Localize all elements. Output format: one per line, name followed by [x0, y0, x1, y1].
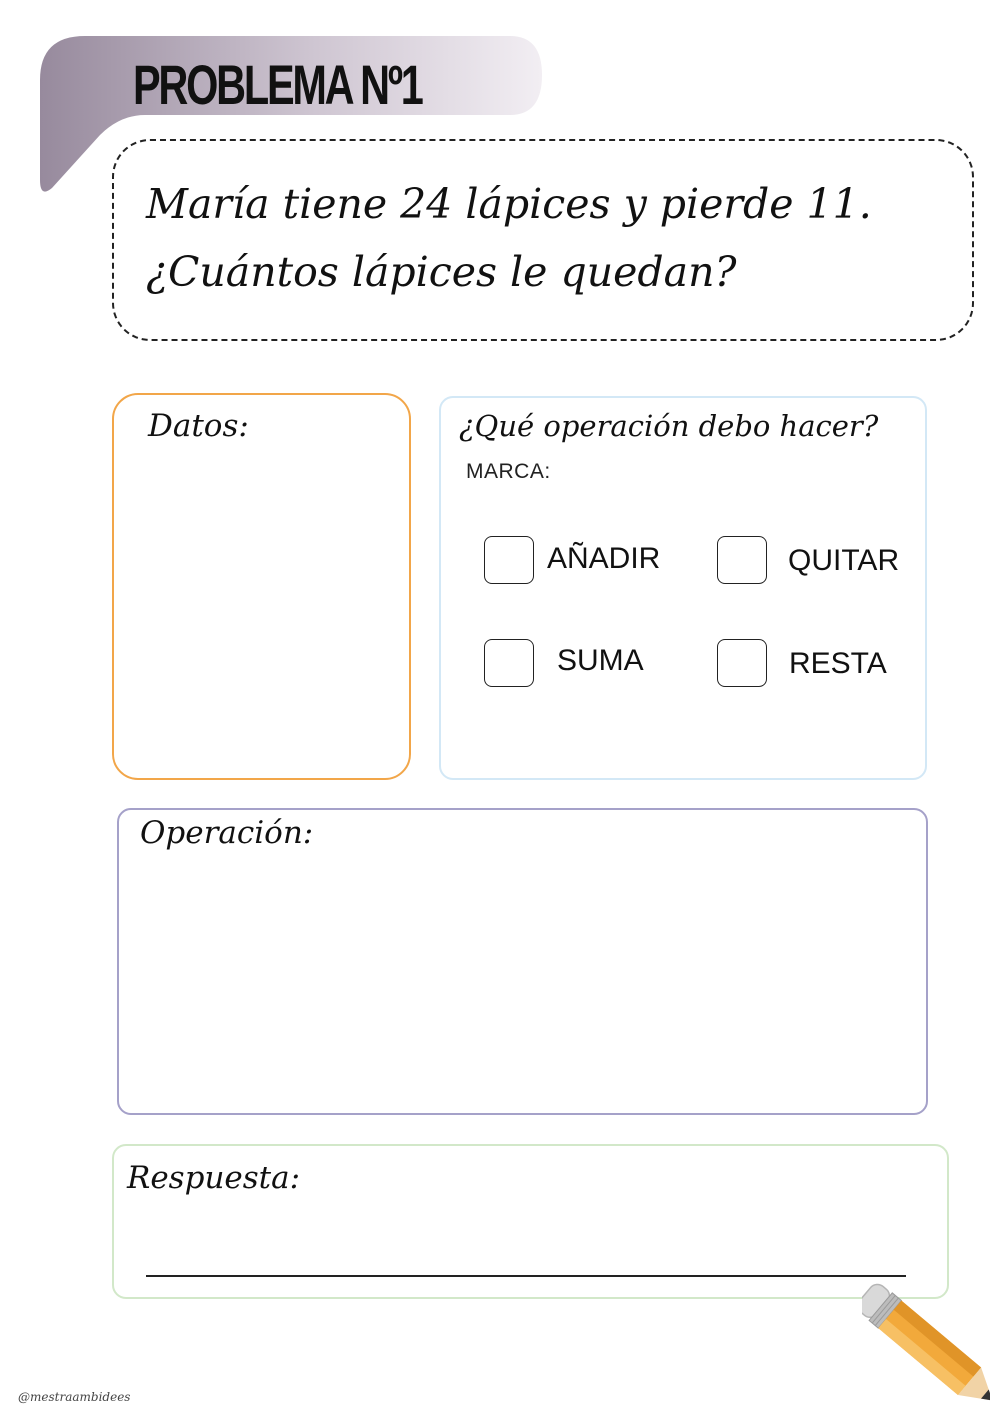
operation-choice-box	[439, 396, 927, 780]
checkbox-anadir[interactable]	[484, 536, 534, 584]
problem-statement	[146, 170, 966, 306]
mark-instruction: MARCA:	[466, 460, 551, 483]
option-label-suma: SUMA	[557, 644, 644, 677]
checkbox-resta[interactable]	[717, 639, 767, 687]
answer-line[interactable]	[146, 1275, 906, 1277]
checkbox-suma[interactable]	[484, 639, 534, 687]
operation-question: ¿Qué operación debo hacer?	[459, 409, 879, 443]
problem-line-1: María tiene 24 lápices y pierde 11.	[146, 180, 872, 228]
option-label-anadir: AÑADIR	[547, 542, 661, 575]
datos-box[interactable]	[112, 393, 411, 780]
operacion-label: Operación:	[140, 815, 314, 851]
page-title: PROBLEMA Nº1	[133, 53, 422, 116]
footer-credit: @mestraambidees	[18, 1390, 131, 1404]
pencil-icon	[862, 1272, 990, 1420]
option-label-resta: RESTA	[789, 647, 887, 680]
operacion-box[interactable]	[117, 808, 928, 1115]
checkbox-quitar[interactable]	[717, 536, 767, 584]
problem-line-2: ¿Cuántos lápices le quedan?	[146, 248, 737, 296]
option-label-quitar: QUITAR	[788, 544, 900, 577]
respuesta-label: Respuesta:	[127, 1160, 301, 1196]
datos-label: Datos:	[148, 408, 249, 444]
